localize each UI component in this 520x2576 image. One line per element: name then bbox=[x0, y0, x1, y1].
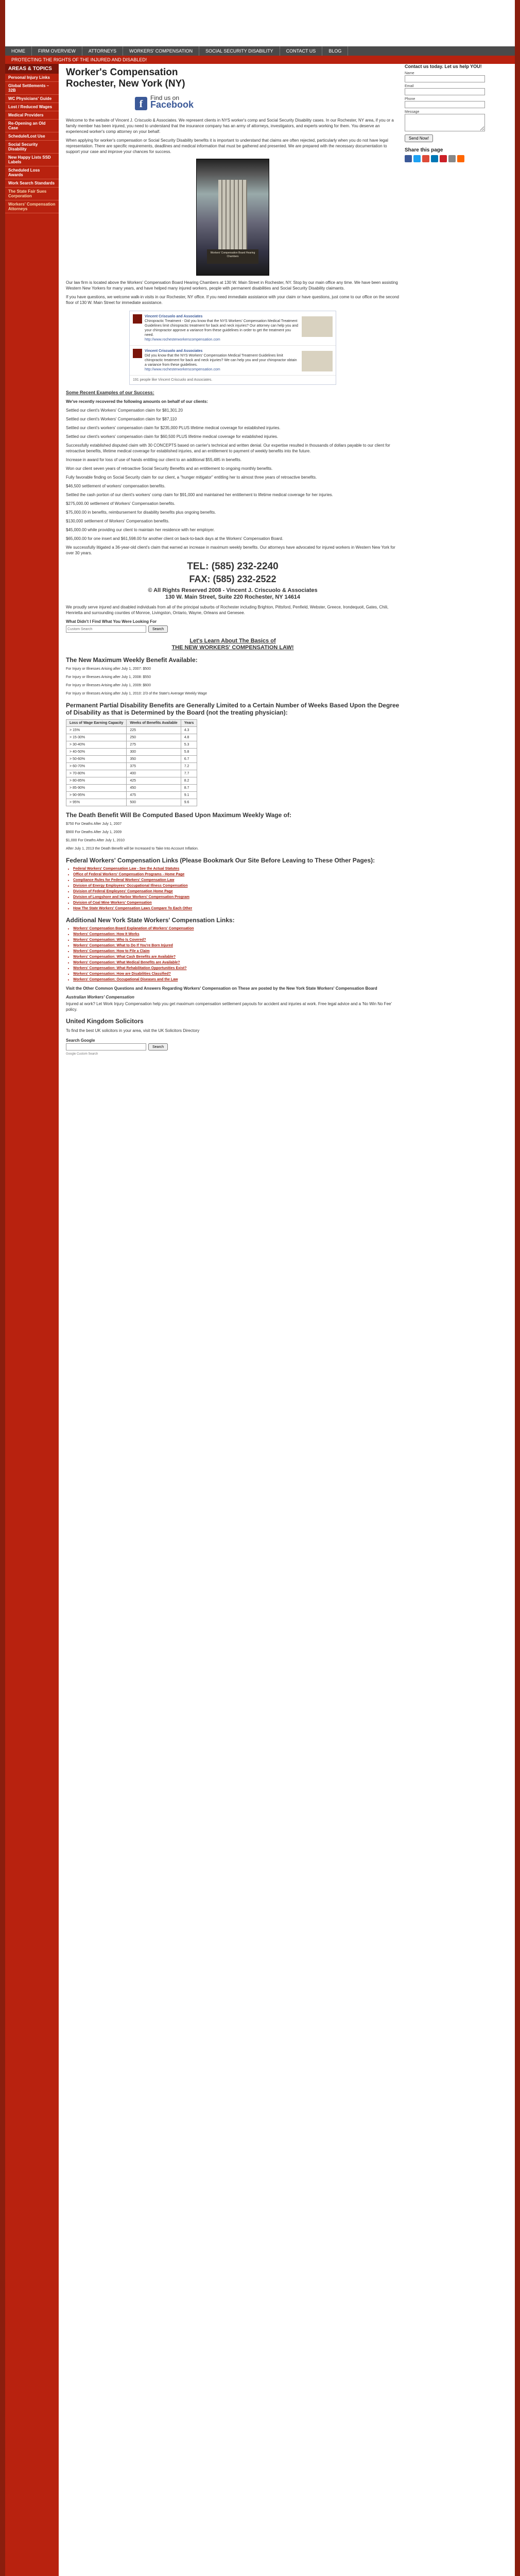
case-item: Fully favorable finding on Social Security claim for our client, a "hunger mitigator" entitling her to almost three years of retroactive benefits. bbox=[66, 475, 317, 480]
table-cell: 450 bbox=[127, 785, 181, 792]
table-row bbox=[66, 756, 197, 763]
ny-link[interactable]: • Workers' Compensation: How to File a Claim bbox=[73, 948, 400, 954]
ny-link[interactable]: • Workers' Compensation: Occupational Diseases and the Law bbox=[73, 977, 400, 982]
phone-field[interactable] bbox=[405, 101, 485, 108]
custom-search-label: What Didn't I Find What You Were Looking For bbox=[66, 619, 157, 624]
case-item: $46,500 settlement of workers' compensation benefits. bbox=[66, 484, 166, 488]
max-weekly-rate: For Injury or Illnesses Arising after July 1, 2009: $600 bbox=[66, 684, 151, 687]
sidebar-item[interactable]: Workers' Compensation Attorneys bbox=[5, 200, 59, 213]
case-item: Increase in award for loss of use of hands entitling our client to an additional $55,485 in benefits. bbox=[66, 457, 242, 462]
nav-home[interactable]: HOME bbox=[5, 46, 32, 56]
right-sidebar bbox=[405, 64, 513, 2576]
ny-links-list bbox=[66, 926, 400, 982]
death-benefit-note: After July 1, 2013 the Death Benefit will be Increased to Take Into Account Inflation. bbox=[66, 847, 199, 851]
email-field[interactable] bbox=[405, 88, 485, 95]
law-basics-title bbox=[66, 638, 400, 651]
law-basics-title-line2: THE NEW WORKERS' COMPENSATION LAW! bbox=[171, 645, 294, 651]
top-nav bbox=[5, 46, 515, 56]
case-item: Settled our client's workers' compensation claim for $235,000 PLUS lifetime medical coverage for established injuries. bbox=[66, 426, 281, 430]
google-plus-icon[interactable] bbox=[422, 155, 429, 162]
ny-link[interactable]: • Workers' Compensation: What Rehabilitation Opportunities Exist? bbox=[73, 965, 400, 971]
case-item: $130,000 settlement of Workers' Compensation benefits. bbox=[66, 519, 170, 523]
table-cell: 4.8 bbox=[181, 734, 197, 741]
max-weekly-rate: For Injury or Illnesses Arising after July 1, 2008: $550 bbox=[66, 675, 151, 679]
table-cell: > 50-60% bbox=[66, 756, 127, 763]
facebook-post bbox=[130, 346, 336, 376]
post-thumbnail bbox=[302, 316, 333, 337]
table-cell: > 85-90% bbox=[66, 785, 127, 792]
share-icons bbox=[405, 155, 513, 162]
header-banner bbox=[5, 0, 515, 46]
max-weekly-rate: For Injury or Illnesses Arising after July 1, 2010: 2/3 of the State's Average Weekly Wage bbox=[66, 692, 207, 696]
law-basics-title-line1: Let's Learn About The Basics of bbox=[189, 638, 276, 644]
service-area-note: We proudly serve injured and disabled individuals from all of the principal suburbs of Rochester including Brighton, Pittsford, Penfield, Webster, Greece, Irondequoit, Gates, Chili, Henrietta and surrounding counties of Monroe, Livingston, Ontario, Wayne, Orleans and Genesee. bbox=[66, 605, 389, 615]
table-row bbox=[66, 749, 197, 756]
federal-link[interactable]: • Division of Coal Mine Workers' Compensation bbox=[73, 900, 400, 906]
nav-social-security[interactable]: SOCIAL SECURITY DISABILITY bbox=[199, 46, 280, 56]
table-cell: > 70-80% bbox=[66, 770, 127, 777]
post-text: Did you know that the NYS Workers' Compensation Medical Treatment Guidelines limit chiropractic treatment for back and neck injuries? We can help you and your chiropractor obtain a variance from these guidelines. bbox=[145, 354, 297, 367]
avatar bbox=[133, 314, 142, 324]
australia-text: Injured at work? Let Work Injury Compensation help you get maximum compensation settlement payouts for accident and injuries at work. Free legal advice and a 'No Win No Fee' policy. bbox=[66, 1002, 392, 1012]
custom-search-input[interactable] bbox=[66, 625, 146, 633]
post-link[interactable]: http://www.rochesterworkerscompensation.com bbox=[145, 368, 220, 371]
federal-link[interactable]: • How The State Workers' Compensation Laws Compare To Each Other bbox=[73, 906, 400, 911]
table-cell: 225 bbox=[127, 727, 181, 734]
office-photo bbox=[196, 159, 269, 276]
other-questions-note: Visit the Other Common Questions and Answers Regarding Workers' Compensation on These are posted by the New York State Workers' Compensation Board bbox=[66, 986, 377, 991]
contact-form-heading: Contact us today. Let us help YOU! bbox=[405, 64, 482, 69]
email-icon[interactable] bbox=[448, 155, 456, 162]
post-link[interactable]: http://www.rochesterworkerscompensation.com bbox=[145, 338, 220, 342]
main-content bbox=[66, 64, 400, 2576]
custom-search-button[interactable]: Search bbox=[148, 625, 168, 633]
nav-blog[interactable]: BLOG bbox=[322, 46, 348, 56]
uk-heading: United Kingdom Solicitors bbox=[66, 1018, 144, 1025]
contact-field bbox=[405, 110, 513, 132]
facebook-post bbox=[130, 311, 336, 346]
table-cell: 250 bbox=[127, 734, 181, 741]
case-item: Settled our client's Workers' Compensation claim for $81,301.20 bbox=[66, 408, 183, 413]
table-cell: 6.7 bbox=[181, 756, 197, 763]
case-item: $75,000.00 in benefits, reimbursement for disability benefits plus ongoing benefits. bbox=[66, 510, 216, 515]
case-item: $275,000.00 settlement of Workers' Compensation benefits. bbox=[66, 501, 176, 506]
sidebar-item[interactable]: Re-Opening an Old Case bbox=[5, 120, 59, 132]
share-plus-icon[interactable] bbox=[457, 155, 464, 162]
cases-tail: We successfully litigated a 36-year-old client's claim that earned an increase in maximum weekly benefits. Our attorneys have advocated for injured workers in Western New York for over 30 years. bbox=[66, 545, 395, 555]
case-item: $45,000.00 while providing our client to maintain her residence with her employer. bbox=[66, 528, 215, 532]
post-author[interactable]: Vincent Criscuolo and Associates bbox=[145, 349, 203, 353]
sidebar-item[interactable]: Global Settlements – 32B bbox=[5, 82, 59, 95]
death-benefit-heading: The Death Benefit Will Be Computed Based Upon Maximum Weekly Wage of: bbox=[66, 811, 291, 819]
case-item: $65,000.00 for one insert and $61,598.00 for another client on back-to-back days at the Workers' Compensation Board. bbox=[66, 536, 284, 541]
contact-phone[interactable]: TEL: (585) 232-2240 bbox=[187, 561, 279, 572]
building-image bbox=[218, 180, 247, 252]
table-row bbox=[66, 785, 197, 792]
page bbox=[5, 0, 515, 2576]
tagline: PROTECTING THE RIGHTS OF THE INJURED AND DISABLED! bbox=[5, 56, 515, 64]
table-cell: 425 bbox=[127, 777, 181, 785]
twitter-icon[interactable] bbox=[413, 155, 421, 162]
facebook-feed-widget bbox=[129, 311, 336, 385]
left-sidebar bbox=[5, 64, 59, 2576]
table-cell: > 15% bbox=[66, 727, 127, 734]
table-cell: > 40-50% bbox=[66, 749, 127, 756]
ny-link[interactable]: • Workers' Compensation: What Cash Benefits are Available? bbox=[73, 954, 400, 960]
case-item: Settled our client's Workers' Compensation claim for $87,110 bbox=[66, 417, 177, 421]
facebook-find-us-link[interactable] bbox=[135, 94, 201, 114]
sidebar-item[interactable]: New Happy Lists SSD Labels bbox=[5, 154, 59, 166]
federal-link[interactable]: • Federal Workers' Compensation Law - See the Actual Statutes bbox=[73, 866, 400, 872]
intro-paragraph: Welcome to the website of Vincent J. Criscuolo & Associates. We represent clients in NYS worker's comp and Social Security Disability cases. In our Rochester, NY area, if you or a family member has been injured, you need to understand that the insurance company has an army of attorneys, investigators, and experts working for them. You deserve an experienced worker's comp attorney on your behalf. bbox=[66, 118, 394, 134]
table-row bbox=[66, 799, 197, 806]
sidebar-nav bbox=[5, 74, 59, 213]
table-row bbox=[66, 763, 197, 770]
sidebar-item[interactable]: Schedule/Lost Use bbox=[5, 132, 59, 141]
sidebar-item[interactable]: Lost / Reduced Wages bbox=[5, 103, 59, 111]
cases-heading: Some Recent Examples of our Success: bbox=[66, 390, 154, 395]
field-label: Name bbox=[405, 72, 414, 75]
sidebar-item[interactable]: The State Fair Sues Corporation bbox=[5, 188, 59, 200]
google-search-label: Search Google bbox=[66, 1038, 95, 1043]
death-benefit-rate: $900 For Deaths After July 1, 2009 bbox=[66, 831, 122, 834]
name-field[interactable] bbox=[405, 75, 485, 82]
table-cell: > 95% bbox=[66, 799, 127, 806]
permanent-partial-heading: Permanent Partial Disability Benefits are Generally Limited to a Certain Number of Weeks Based Upon the Degree of Disability as that is Determined by the Board (not the treating physician): bbox=[66, 702, 400, 716]
table-row bbox=[66, 741, 197, 749]
table-cell: > 15-30% bbox=[66, 734, 127, 741]
table-cell: > 60-70% bbox=[66, 763, 127, 770]
table-row bbox=[66, 777, 197, 785]
table-cell: 7.7 bbox=[181, 770, 197, 777]
column-header: Loss of Wage Earning Capacity bbox=[66, 720, 127, 727]
google-search-form bbox=[66, 1038, 400, 1057]
death-benefit-rate: $750 For Deaths After July 1, 2007 bbox=[66, 822, 122, 826]
table-cell: 275 bbox=[127, 741, 181, 749]
max-weekly-heading: The New Maximum Weekly Benefit Available: bbox=[66, 656, 198, 664]
ny-link[interactable]: • Workers' Compensation: What to Do If You're Born Injured bbox=[73, 943, 400, 948]
federal-link[interactable]: • Division of Longshore and Harbor Workers' Compensation Program bbox=[73, 894, 400, 900]
sidebar-item[interactable]: WC Physicians' Guide bbox=[5, 95, 59, 103]
nav-attorneys[interactable]: ATTORNEYS bbox=[82, 46, 123, 56]
intro-paragraph: If you have questions, we welcome walk-in visits in our Rochester, NY office. If you need immediate assistance with your claim or have questions, just come to our office on the second floor of 130 W. Main Street for immediate assistance. bbox=[66, 295, 399, 305]
avatar bbox=[133, 349, 142, 358]
post-text: Chiropractic Treatment - Did you know that the NYS Workers' Compensation Medical Treatment Guidelines limit chiropractic treatment for back and neck injuries? Our attorney can help you and your chiropractor approve a variance from these guidelines in order to get the treatment you need. bbox=[145, 319, 299, 337]
cases-list bbox=[66, 408, 400, 541]
post-author[interactable]: Vincent Criscuolo and Associates bbox=[145, 315, 203, 318]
intro-paragraph: When applying for worker's compensation or Social Security Disability benefits it is important to understand that claims are often rejected, particularly when you do not have legal representation. There are specific requirements, deadlines and medical information that must be gathered and presented. We are prepared with the necessary documentation to support your case and improve your chances for success. bbox=[66, 138, 388, 154]
federal-links-heading: Federal Workers' Compensation Links (Please Bookmark Our Site Before Leaving to These Other Pages): bbox=[66, 857, 375, 864]
field-label: Phone bbox=[405, 97, 415, 101]
case-item: Settled our client's workers' compensation claim for $60,500 PLUS lifetime medical coverage for established injuries. bbox=[66, 434, 279, 439]
federal-link[interactable]: • Division of Federal Employees' Compensation Home Page bbox=[73, 889, 400, 894]
uk-text: To find the best UK solicitors in your area, visit the UK Solicitors Directory bbox=[66, 1028, 200, 1033]
rights-heading: © All Rights Reserved 2008 - Vincent J. Criscuolo & Associates bbox=[148, 587, 318, 594]
ny-link[interactable]: • Workers' Compensation: How It Works bbox=[73, 931, 400, 937]
intro-paragraph: Our law firm is located above the Workers' Compensation Board Hearing Chambers at 130 W. Main Street in Rochester, NY. Stop by our main office any time. We have been assisting Western New Yorkers for many years, and have helped many injured workers, people with permanent disabilities and Social Security Disability claimants. bbox=[66, 280, 398, 291]
federal-link[interactable]: • Division of Energy Employees' Occupational Illness Compensation bbox=[73, 883, 400, 889]
table-row bbox=[66, 770, 197, 777]
cases-intro: We've recently recovered the following amounts on behalf of our clients: bbox=[66, 399, 209, 404]
sidebar-item[interactable]: Medical Providers bbox=[5, 111, 59, 120]
page-title bbox=[66, 67, 400, 90]
table-row bbox=[66, 734, 197, 741]
contact-fax: FAX: (585) 232-2522 bbox=[189, 574, 276, 584]
facebook-icon[interactable] bbox=[405, 155, 412, 162]
field-label: Email bbox=[405, 84, 414, 88]
contact-field bbox=[405, 72, 513, 82]
table-row bbox=[66, 792, 197, 799]
pinterest-icon[interactable] bbox=[440, 155, 447, 162]
ny-link[interactable]: • Workers' Compensation: Who Is Covered? bbox=[73, 937, 400, 943]
facebook-icon: f bbox=[135, 97, 147, 110]
permanent-partial-table bbox=[66, 719, 197, 806]
ny-link[interactable]: • Workers' Compensation Board Explanation of Workers' Compensation bbox=[73, 926, 400, 931]
death-benefit-rate: $1,000 For Deaths After July 1, 2010 bbox=[66, 839, 125, 842]
page-title-line2: Rochester, New York (NY) bbox=[66, 78, 185, 89]
facebook-like-count: 191 people like Vincent Criscuolo and Associates. bbox=[133, 378, 213, 382]
table-cell: 4.3 bbox=[181, 727, 197, 734]
table-cell: 375 bbox=[127, 763, 181, 770]
linkedin-icon[interactable] bbox=[431, 155, 438, 162]
google-search-input[interactable] bbox=[66, 1043, 146, 1050]
custom-search-form bbox=[66, 619, 400, 633]
sidebar-item[interactable]: Scheduled Loss Awards bbox=[5, 166, 59, 179]
federal-link[interactable]: • Compliance Rules for Federal Workers' Compensation Law bbox=[73, 877, 400, 883]
firm-address: 130 W. Main Street, Suite 220 Rochester, NY 14614 bbox=[165, 594, 301, 600]
table-cell: 9.6 bbox=[181, 799, 197, 806]
table-cell: 7.2 bbox=[181, 763, 197, 770]
case-item: Successfully established disputed claim with 30 CONCEPTS based on carrier's technical and written denial. Our expertise resulted in thousands of dollars payable to our client for retroactive benefits, lifetime medical coverage for established injuries, and an entitlement to payment of weekly benefits into the future. bbox=[66, 443, 390, 453]
ny-link[interactable]: • Workers' Compensation: What Medical Benefits are Available? bbox=[73, 960, 400, 965]
facebook-brand: Facebook bbox=[150, 99, 194, 110]
table-cell: 5.3 bbox=[181, 741, 197, 749]
column-header: Years bbox=[181, 720, 197, 727]
table-cell: > 30-40% bbox=[66, 741, 127, 749]
table-cell: 8.2 bbox=[181, 777, 197, 785]
ny-link[interactable]: • Workers' Compensation: How are Disabilities Classified? bbox=[73, 971, 400, 977]
table-cell: > 90-95% bbox=[66, 792, 127, 799]
photo-sign: Workers' Compensation Board Hearing Chambers bbox=[207, 249, 258, 264]
sidebar-item[interactable]: Personal Injury Links bbox=[5, 74, 59, 82]
table-cell: 300 bbox=[127, 749, 181, 756]
table-header-row bbox=[66, 720, 197, 727]
sidebar-heading: AREAS & TOPICS bbox=[5, 64, 59, 74]
table-cell: 5.8 bbox=[181, 749, 197, 756]
send-button[interactable]: Send Now! bbox=[405, 134, 433, 142]
ny-links-heading: Additional New York State Workers' Compensation Links: bbox=[66, 917, 235, 924]
message-field[interactable] bbox=[405, 114, 485, 131]
post-thumbnail bbox=[302, 351, 333, 371]
table-cell: 400 bbox=[127, 770, 181, 777]
contact-field bbox=[405, 97, 513, 108]
contact-field bbox=[405, 84, 513, 95]
table-cell: 350 bbox=[127, 756, 181, 763]
facebook-find-label: Find us on bbox=[150, 94, 180, 101]
table-row bbox=[66, 727, 197, 734]
max-weekly-rate: For Injury or Illnesses Arising after July 1, 2007: $500 bbox=[66, 667, 151, 671]
sidebar-item[interactable]: Social Security Disability bbox=[5, 141, 59, 154]
federal-links-list bbox=[66, 866, 400, 911]
table-cell: 500 bbox=[127, 799, 181, 806]
google-branding: Google Custom Search bbox=[66, 1053, 98, 1056]
page-title-line1: Worker's Compensation bbox=[66, 67, 178, 78]
case-item: Won our client seven years of retroactive Social Security Benefits and an entitlement to ongoing monthly benefits. bbox=[66, 466, 273, 471]
share-heading: Share this page bbox=[405, 147, 443, 153]
nav-contact[interactable]: CONTACT US bbox=[280, 46, 323, 56]
table-cell: 475 bbox=[127, 792, 181, 799]
nav-workers-compensation[interactable]: WORKERS' COMPENSATION bbox=[123, 46, 199, 56]
sidebar-item[interactable]: Work Search Standards bbox=[5, 179, 59, 188]
column-header: Weeks of Benefits Available bbox=[127, 720, 181, 727]
australia-heading: Australian Workers' Compensation bbox=[66, 995, 134, 999]
federal-link[interactable]: • Office of Federal Workers' Compensation Programs - Home Page bbox=[73, 872, 400, 877]
table-cell: 9.1 bbox=[181, 792, 197, 799]
table-cell: 8.7 bbox=[181, 785, 197, 792]
nav-firm-overview[interactable]: FIRM OVERVIEW bbox=[32, 46, 82, 56]
field-label: Message bbox=[405, 110, 420, 114]
google-search-button[interactable]: Search bbox=[148, 1043, 168, 1050]
case-item: Settled the cash portion of our client's workers' comp claim for $91,000 and maintained her entitlement to lifetime medical coverage for her injuries. bbox=[66, 493, 333, 497]
table-cell: > 80-85% bbox=[66, 777, 127, 785]
